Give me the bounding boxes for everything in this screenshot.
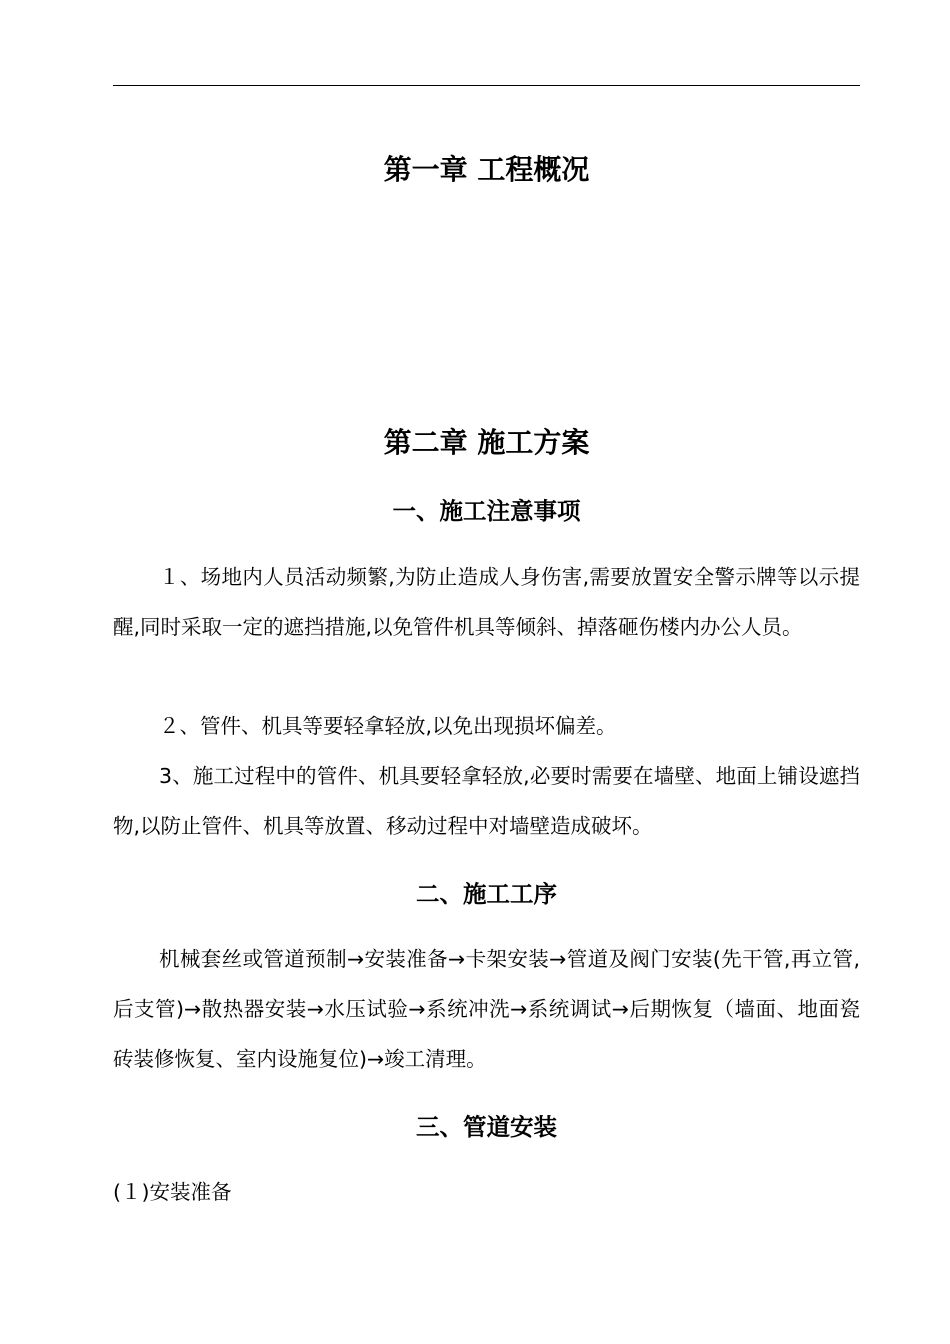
subsection-install-prep: (１)安装准备 [113, 1180, 232, 1204]
chapter-2-title: 第二章 施工方案 [383, 426, 590, 459]
process-sequence: 机械套丝或管道预制→安装准备→卡架安装→管道及阀门安装(先干管,再立管,后支管)→散热器安装→水压试验→系统冲洗→系统调试→后期恢复（墙面、地面瓷砖装修恢复、室内设施复位)→竣工清理。 [113, 947, 860, 1071]
notice-item-2: ２、管件、机具等要轻拿轻放,以免出现损坏偏差。 [159, 714, 617, 738]
notice-item-1: １、场地内人员活动频繁,为防止造成人身伤害,需要放置安全警示牌等以示提醒,同时采取一定的遮挡措施,以免管件机具等倾斜、掉落砸伤楼内办公人员。 [113, 565, 860, 639]
section-1-heading: 一、施工注意事项 [392, 497, 581, 525]
notice-item-3: 3、施工过程中的管件、机具要轻拿轻放,必要时需要在墙壁、地面上铺设遮挡物,以防止管件、机具等放置、移动过程中对墙壁造成破坏。 [113, 764, 860, 838]
section-3-heading: 三、管道安装 [416, 1113, 557, 1141]
header-rule [113, 85, 860, 86]
chapter-1-title: 第一章 工程概况 [383, 153, 590, 186]
section-2-heading: 二、施工工序 [416, 880, 557, 908]
